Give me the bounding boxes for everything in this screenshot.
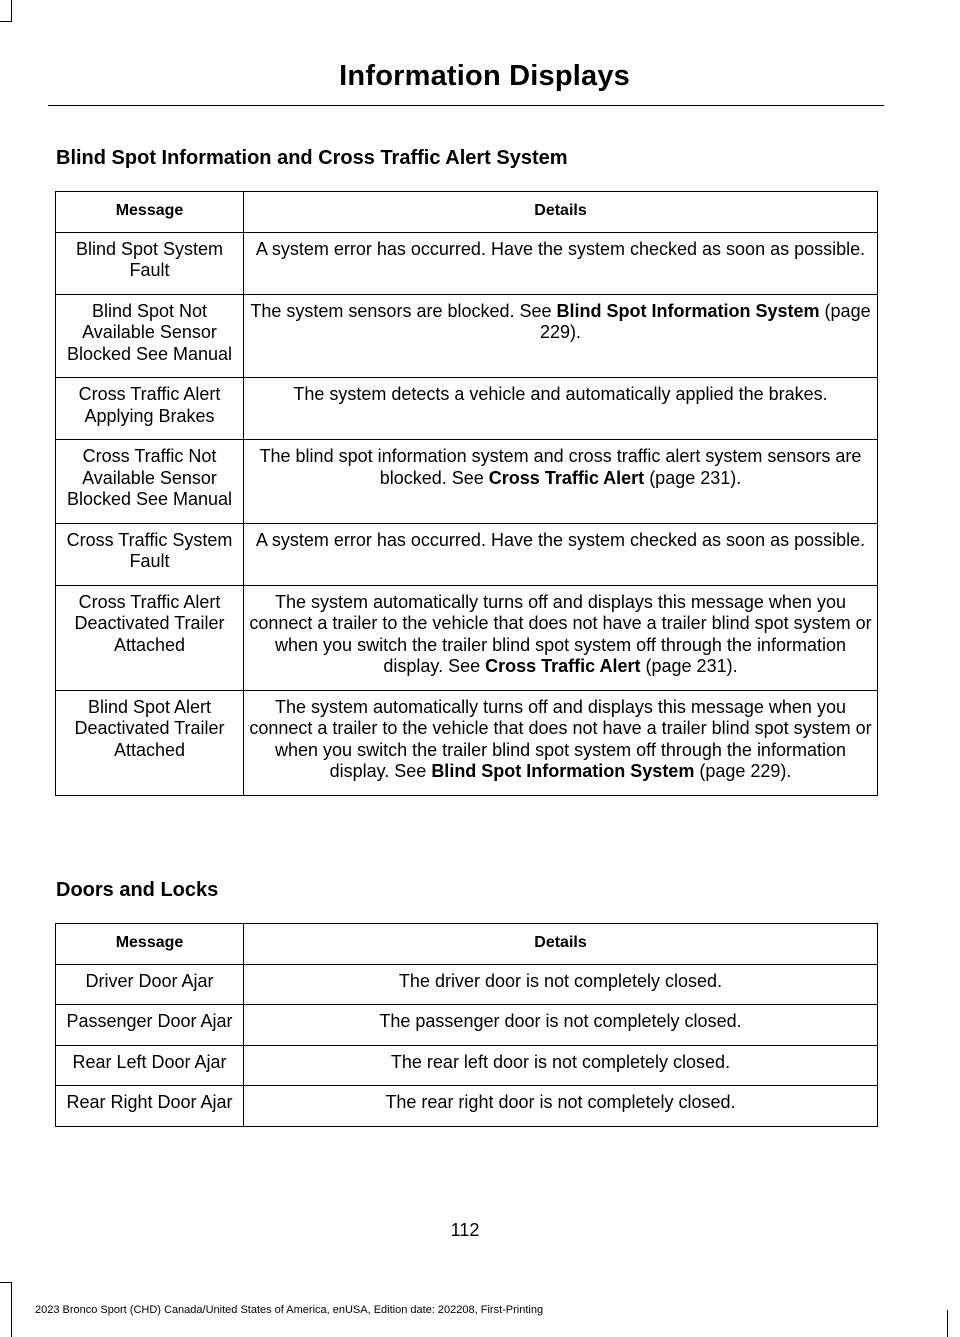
table-row: [56, 523, 878, 585]
details-cell: [244, 294, 878, 378]
page-title: Information Displays: [339, 60, 630, 92]
table-row: [56, 1045, 878, 1086]
header-divider: [48, 105, 884, 106]
details-text: The blind spot information system and cross traffic alert system sensors are blocked. See: [259, 446, 862, 488]
table-row: [56, 232, 878, 294]
page-number: 112: [450, 1220, 480, 1240]
message-cell: Rear Right Door Ajar: [56, 1086, 244, 1127]
table-header-row: [56, 924, 878, 965]
table-row: [56, 690, 878, 795]
cross-reference-link[interactable]: Cross Traffic Alert: [485, 656, 641, 676]
section-title-blind-spot: Blind Spot Information and Cross Traffic Alert System: [56, 147, 568, 169]
column-header-details: Details: [244, 924, 878, 965]
crop-mark-top-left: [0, 21, 12, 22]
doors-locks-messages-table: [55, 923, 878, 1127]
details-text: The system sensors are blocked. See: [250, 300, 557, 321]
footer-edition-info: 2023 Bronco Sport (CHD) Canada/United States of America, enUSA, Edition date: 202208, First-Printing: [35, 1304, 544, 1316]
table-row: [56, 1005, 878, 1046]
table-row: [56, 585, 878, 690]
blind-spot-messages-table: [55, 191, 878, 796]
message-cell: Blind Spot System Fault: [56, 232, 244, 294]
table-row: [56, 964, 878, 1005]
cross-reference-link[interactable]: Blind Spot Information System: [556, 300, 820, 321]
details-cell: [244, 690, 878, 795]
message-cell: Passenger Door Ajar: [56, 1005, 244, 1046]
table-header-row: [56, 192, 878, 233]
crop-mark-bottom-left: [11, 1282, 12, 1337]
details-cell: The passenger door is not completely closed.: [244, 1005, 878, 1046]
column-header-message: Message: [56, 924, 244, 965]
details-cell: A system error has occurred. Have the system checked as soon as possible.: [244, 232, 878, 294]
details-cell: The rear left door is not completely closed.: [244, 1045, 878, 1086]
table-row: [56, 1086, 878, 1127]
page-reference: (page 229).: [694, 761, 792, 781]
table-row: [56, 378, 878, 440]
crop-mark-bottom-right: [947, 1310, 948, 1337]
details-cell: [244, 585, 878, 690]
message-cell: Cross Traffic System Fault: [56, 523, 244, 585]
section-title-doors-locks: Doors and Locks: [56, 879, 219, 901]
details-cell: [244, 440, 878, 524]
table-row: [56, 294, 878, 378]
details-text: The system automatically turns off and displays this message when you connect a trailer to the vehicle that does not have a trailer blind spot system or when you switch the trailer blind spot system off through the information display. See: [249, 591, 872, 676]
message-cell: Cross Traffic Alert Deactivated Trailer Attached: [56, 585, 244, 690]
crop-mark-top-left: [11, 0, 12, 22]
details-cell: The system detects a vehicle and automatically applied the brakes.: [244, 378, 878, 440]
page-reference: (page 231).: [640, 656, 738, 676]
details-cell: The rear right door is not completely closed.: [244, 1086, 878, 1127]
message-cell: Cross Traffic Alert Applying Brakes: [56, 378, 244, 440]
message-cell: Cross Traffic Not Available Sensor Blocked See Manual: [56, 440, 244, 524]
message-cell: Blind Spot Alert Deactivated Trailer Attached: [56, 690, 244, 795]
page-reference: (page 231).: [644, 467, 742, 488]
message-cell: Blind Spot Not Available Sensor Blocked See Manual: [56, 294, 244, 378]
crop-mark-bottom-left: [0, 1282, 12, 1283]
message-cell: Driver Door Ajar: [56, 964, 244, 1005]
cross-reference-link[interactable]: Blind Spot Information System: [431, 761, 695, 781]
cross-reference-link[interactable]: Cross Traffic Alert: [488, 467, 645, 488]
column-header-message: Message: [56, 192, 244, 233]
page-reference: (page 229).: [539, 300, 871, 342]
details-cell: A system error has occurred. Have the system checked as soon as possible.: [244, 523, 878, 585]
table-row: [56, 440, 878, 524]
details-text: The system automatically turns off and displays this message when you connect a trailer to the vehicle that does not have a trailer blind spot system or when you switch the trailer blind spot system off through the information display. See: [249, 696, 872, 781]
column-header-details: Details: [244, 192, 878, 233]
message-cell: Rear Left Door Ajar: [56, 1045, 244, 1086]
details-cell: The driver door is not completely closed.: [244, 964, 878, 1005]
